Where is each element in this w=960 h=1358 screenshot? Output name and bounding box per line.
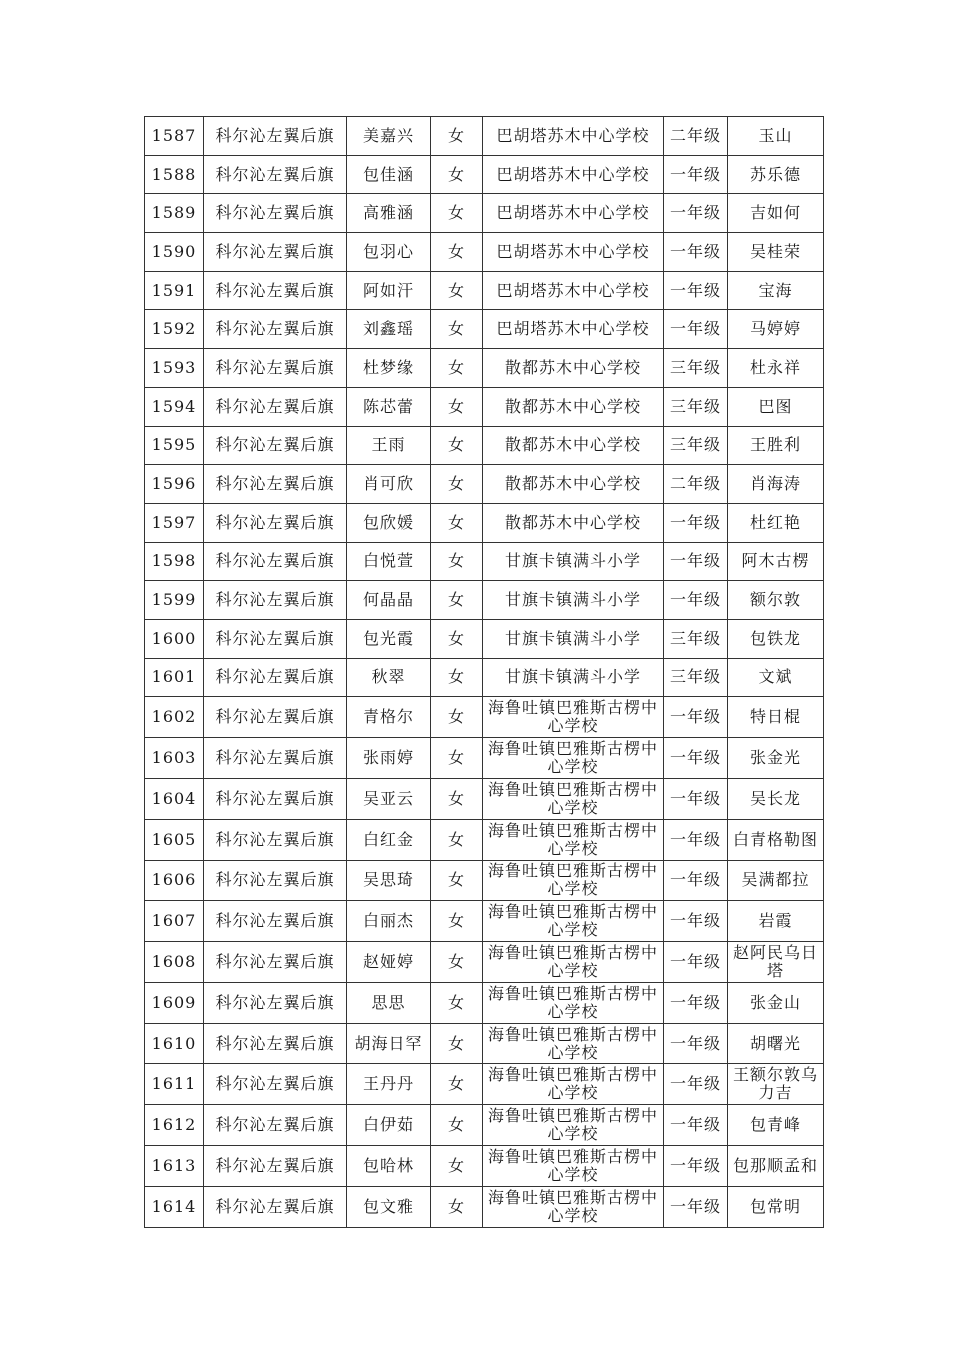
gender-cell: 女 (431, 778, 483, 819)
gender-cell: 女 (431, 1146, 483, 1187)
gender-cell: 女 (431, 697, 483, 738)
school-cell: 海鲁吐镇巴雅斯古楞中心学校 (483, 1064, 664, 1105)
teacher-cell: 宝海 (728, 271, 824, 310)
student-name-cell: 包文雅 (347, 1186, 431, 1227)
school-cell: 海鲁吐镇巴雅斯古楞中心学校 (483, 942, 664, 983)
gender-cell: 女 (431, 860, 483, 901)
grade-cell: 二年级 (664, 117, 728, 156)
region-cell: 科尔沁左翼后旗 (204, 1105, 347, 1146)
serial-number-cell: 1597 (145, 503, 204, 542)
teacher-cell: 包青峰 (728, 1105, 824, 1146)
table-row (145, 426, 824, 465)
school-cell: 海鲁吐镇巴雅斯古楞中心学校 (483, 1146, 664, 1187)
region-cell: 科尔沁左翼后旗 (204, 233, 347, 272)
gender-cell: 女 (431, 942, 483, 983)
region-cell: 科尔沁左翼后旗 (204, 778, 347, 819)
region-cell: 科尔沁左翼后旗 (204, 542, 347, 581)
student-name-cell: 包佳涵 (347, 155, 431, 194)
region-cell: 科尔沁左翼后旗 (204, 1146, 347, 1187)
grade-cell: 三年级 (664, 658, 728, 697)
table-row (145, 860, 824, 901)
table-row (145, 1186, 824, 1227)
teacher-cell: 岩霞 (728, 901, 824, 942)
serial-number-cell: 1595 (145, 426, 204, 465)
serial-number-cell: 1594 (145, 387, 204, 426)
teacher-cell: 玉山 (728, 117, 824, 156)
school-cell: 巴胡塔苏木中心学校 (483, 310, 664, 349)
grade-cell: 一年级 (664, 233, 728, 272)
grade-cell: 一年级 (664, 1105, 728, 1146)
table-row (145, 310, 824, 349)
student-name-cell: 阿如汗 (347, 271, 431, 310)
grade-cell: 一年级 (664, 697, 728, 738)
teacher-cell: 包铁龙 (728, 619, 824, 658)
school-cell: 巴胡塔苏木中心学校 (483, 155, 664, 194)
serial-number-cell: 1611 (145, 1064, 204, 1105)
grade-cell: 一年级 (664, 901, 728, 942)
teacher-cell: 吴满都拉 (728, 860, 824, 901)
region-cell: 科尔沁左翼后旗 (204, 738, 347, 779)
grade-cell: 一年级 (664, 860, 728, 901)
student-name-cell: 陈芯蕾 (347, 387, 431, 426)
serial-number-cell: 1602 (145, 697, 204, 738)
table-row (145, 982, 824, 1023)
gender-cell: 女 (431, 581, 483, 620)
serial-number-cell: 1604 (145, 778, 204, 819)
grade-cell: 三年级 (664, 349, 728, 388)
table-row (145, 778, 824, 819)
table-row (145, 117, 824, 156)
serial-number-cell: 1596 (145, 465, 204, 504)
serial-number-cell: 1593 (145, 349, 204, 388)
teacher-cell: 杜永祥 (728, 349, 824, 388)
table-row (145, 233, 824, 272)
gender-cell: 女 (431, 738, 483, 779)
gender-cell: 女 (431, 982, 483, 1023)
school-cell: 散都苏木中心学校 (483, 465, 664, 504)
region-cell: 科尔沁左翼后旗 (204, 426, 347, 465)
student-name-cell: 思思 (347, 982, 431, 1023)
school-cell: 海鲁吐镇巴雅斯古楞中心学校 (483, 697, 664, 738)
gender-cell: 女 (431, 542, 483, 581)
grade-cell: 一年级 (664, 1023, 728, 1064)
grade-cell: 三年级 (664, 387, 728, 426)
gender-cell: 女 (431, 233, 483, 272)
serial-number-cell: 1610 (145, 1023, 204, 1064)
table-row (145, 738, 824, 779)
table-row (145, 619, 824, 658)
table-row (145, 349, 824, 388)
grade-cell: 三年级 (664, 619, 728, 658)
serial-number-cell: 1609 (145, 982, 204, 1023)
school-cell: 巴胡塔苏木中心学校 (483, 233, 664, 272)
serial-number-cell: 1608 (145, 942, 204, 983)
table-row (145, 1105, 824, 1146)
serial-number-cell: 1612 (145, 1105, 204, 1146)
school-cell: 甘旗卡镇满斗小学 (483, 619, 664, 658)
serial-number-cell: 1605 (145, 819, 204, 860)
region-cell: 科尔沁左翼后旗 (204, 194, 347, 233)
serial-number-cell: 1591 (145, 271, 204, 310)
student-name-cell: 包欣媛 (347, 503, 431, 542)
gender-cell: 女 (431, 658, 483, 697)
student-name-cell: 王丹丹 (347, 1064, 431, 1105)
gender-cell: 女 (431, 387, 483, 426)
school-cell: 海鲁吐镇巴雅斯古楞中心学校 (483, 1023, 664, 1064)
school-cell: 巴胡塔苏木中心学校 (483, 271, 664, 310)
grade-cell: 一年级 (664, 503, 728, 542)
region-cell: 科尔沁左翼后旗 (204, 1064, 347, 1105)
gender-cell: 女 (431, 117, 483, 156)
serial-number-cell: 1613 (145, 1146, 204, 1187)
student-name-cell: 秋翠 (347, 658, 431, 697)
school-cell: 海鲁吐镇巴雅斯古楞中心学校 (483, 1186, 664, 1227)
student-name-cell: 杜梦缘 (347, 349, 431, 388)
gender-cell: 女 (431, 155, 483, 194)
table-row (145, 542, 824, 581)
school-cell: 散都苏木中心学校 (483, 387, 664, 426)
student-name-cell: 包光霞 (347, 619, 431, 658)
gender-cell: 女 (431, 901, 483, 942)
region-cell: 科尔沁左翼后旗 (204, 503, 347, 542)
gender-cell: 女 (431, 349, 483, 388)
teacher-cell: 吴桂荣 (728, 233, 824, 272)
student-name-cell: 青格尔 (347, 697, 431, 738)
student-name-cell: 张雨婷 (347, 738, 431, 779)
school-cell: 海鲁吐镇巴雅斯古楞中心学校 (483, 1105, 664, 1146)
teacher-cell: 杜红艳 (728, 503, 824, 542)
student-name-cell: 白丽杰 (347, 901, 431, 942)
teacher-cell: 额尔敦 (728, 581, 824, 620)
region-cell: 科尔沁左翼后旗 (204, 271, 347, 310)
table-row (145, 581, 824, 620)
table-row (145, 194, 824, 233)
teacher-cell: 文斌 (728, 658, 824, 697)
region-cell: 科尔沁左翼后旗 (204, 658, 347, 697)
teacher-cell: 特日棍 (728, 697, 824, 738)
grade-cell: 一年级 (664, 1186, 728, 1227)
region-cell: 科尔沁左翼后旗 (204, 581, 347, 620)
school-cell: 甘旗卡镇满斗小学 (483, 581, 664, 620)
gender-cell: 女 (431, 819, 483, 860)
serial-number-cell: 1587 (145, 117, 204, 156)
student-name-cell: 赵娅婷 (347, 942, 431, 983)
gender-cell: 女 (431, 503, 483, 542)
grade-cell: 一年级 (664, 1146, 728, 1187)
school-cell: 海鲁吐镇巴雅斯古楞中心学校 (483, 982, 664, 1023)
teacher-cell: 王额尔敦乌力吉 (728, 1064, 824, 1105)
teacher-cell: 吉如何 (728, 194, 824, 233)
student-name-cell: 白伊茹 (347, 1105, 431, 1146)
table-row (145, 942, 824, 983)
serial-number-cell: 1592 (145, 310, 204, 349)
teacher-cell: 阿木古楞 (728, 542, 824, 581)
student-name-cell: 胡海日罕 (347, 1023, 431, 1064)
grade-cell: 二年级 (664, 465, 728, 504)
teacher-cell: 白青格勒图 (728, 819, 824, 860)
student-name-cell: 白红金 (347, 819, 431, 860)
teacher-cell: 张金山 (728, 982, 824, 1023)
teacher-cell: 马婷婷 (728, 310, 824, 349)
grade-cell: 一年级 (664, 778, 728, 819)
student-name-cell: 包羽心 (347, 233, 431, 272)
school-cell: 海鲁吐镇巴雅斯古楞中心学校 (483, 778, 664, 819)
school-cell: 巴胡塔苏木中心学校 (483, 194, 664, 233)
grade-cell: 一年级 (664, 194, 728, 233)
serial-number-cell: 1598 (145, 542, 204, 581)
gender-cell: 女 (431, 1064, 483, 1105)
region-cell: 科尔沁左翼后旗 (204, 310, 347, 349)
student-name-cell: 刘鑫瑶 (347, 310, 431, 349)
region-cell: 科尔沁左翼后旗 (204, 901, 347, 942)
gender-cell: 女 (431, 271, 483, 310)
grade-cell: 一年级 (664, 1064, 728, 1105)
school-cell: 巴胡塔苏木中心学校 (483, 117, 664, 156)
region-cell: 科尔沁左翼后旗 (204, 1023, 347, 1064)
region-cell: 科尔沁左翼后旗 (204, 1186, 347, 1227)
roster-table (144, 116, 824, 1228)
serial-number-cell: 1614 (145, 1186, 204, 1227)
student-name-cell: 高雅涵 (347, 194, 431, 233)
region-cell: 科尔沁左翼后旗 (204, 619, 347, 658)
gender-cell: 女 (431, 310, 483, 349)
table-row (145, 901, 824, 942)
gender-cell: 女 (431, 1186, 483, 1227)
serial-number-cell: 1606 (145, 860, 204, 901)
serial-number-cell: 1588 (145, 155, 204, 194)
school-cell: 海鲁吐镇巴雅斯古楞中心学校 (483, 860, 664, 901)
teacher-cell: 包常明 (728, 1186, 824, 1227)
student-name-cell: 美嘉兴 (347, 117, 431, 156)
student-name-cell: 白悦萱 (347, 542, 431, 581)
table-row (145, 503, 824, 542)
table-row (145, 465, 824, 504)
school-cell: 散都苏木中心学校 (483, 426, 664, 465)
table-row (145, 658, 824, 697)
serial-number-cell: 1600 (145, 619, 204, 658)
teacher-cell: 巴图 (728, 387, 824, 426)
grade-cell: 一年级 (664, 155, 728, 194)
table-row (145, 819, 824, 860)
gender-cell: 女 (431, 426, 483, 465)
serial-number-cell: 1603 (145, 738, 204, 779)
gender-cell: 女 (431, 619, 483, 658)
serial-number-cell: 1590 (145, 233, 204, 272)
region-cell: 科尔沁左翼后旗 (204, 819, 347, 860)
serial-number-cell: 1601 (145, 658, 204, 697)
gender-cell: 女 (431, 1023, 483, 1064)
student-name-cell: 吴思琦 (347, 860, 431, 901)
roster-body (145, 117, 824, 1228)
serial-number-cell: 1589 (145, 194, 204, 233)
grade-cell: 一年级 (664, 982, 728, 1023)
teacher-cell: 肖海涛 (728, 465, 824, 504)
region-cell: 科尔沁左翼后旗 (204, 155, 347, 194)
student-name-cell: 包哈林 (347, 1146, 431, 1187)
grade-cell: 一年级 (664, 271, 728, 310)
grade-cell: 一年级 (664, 581, 728, 620)
region-cell: 科尔沁左翼后旗 (204, 942, 347, 983)
grade-cell: 三年级 (664, 426, 728, 465)
gender-cell: 女 (431, 1105, 483, 1146)
grade-cell: 一年级 (664, 738, 728, 779)
region-cell: 科尔沁左翼后旗 (204, 349, 347, 388)
region-cell: 科尔沁左翼后旗 (204, 387, 347, 426)
table-row (145, 271, 824, 310)
gender-cell: 女 (431, 465, 483, 504)
gender-cell: 女 (431, 194, 483, 233)
student-name-cell: 王雨 (347, 426, 431, 465)
school-cell: 散都苏木中心学校 (483, 349, 664, 388)
table-row (145, 697, 824, 738)
teacher-cell: 赵阿民乌日塔 (728, 942, 824, 983)
teacher-cell: 张金光 (728, 738, 824, 779)
table-row (145, 155, 824, 194)
region-cell: 科尔沁左翼后旗 (204, 697, 347, 738)
serial-number-cell: 1599 (145, 581, 204, 620)
table-row (145, 1023, 824, 1064)
teacher-cell: 王胜利 (728, 426, 824, 465)
school-cell: 海鲁吐镇巴雅斯古楞中心学校 (483, 901, 664, 942)
grade-cell: 一年级 (664, 819, 728, 860)
student-name-cell: 吴亚云 (347, 778, 431, 819)
region-cell: 科尔沁左翼后旗 (204, 982, 347, 1023)
region-cell: 科尔沁左翼后旗 (204, 117, 347, 156)
region-cell: 科尔沁左翼后旗 (204, 465, 347, 504)
grade-cell: 一年级 (664, 542, 728, 581)
table-row (145, 1064, 824, 1105)
school-cell: 甘旗卡镇满斗小学 (483, 658, 664, 697)
teacher-cell: 吴长龙 (728, 778, 824, 819)
school-cell: 海鲁吐镇巴雅斯古楞中心学校 (483, 738, 664, 779)
school-cell: 海鲁吐镇巴雅斯古楞中心学校 (483, 819, 664, 860)
grade-cell: 一年级 (664, 310, 728, 349)
table-row (145, 387, 824, 426)
student-name-cell: 肖可欣 (347, 465, 431, 504)
school-cell: 散都苏木中心学校 (483, 503, 664, 542)
student-name-cell: 何晶晶 (347, 581, 431, 620)
teacher-cell: 胡曙光 (728, 1023, 824, 1064)
table-row (145, 1146, 824, 1187)
teacher-cell: 苏乐德 (728, 155, 824, 194)
serial-number-cell: 1607 (145, 901, 204, 942)
grade-cell: 一年级 (664, 942, 728, 983)
region-cell: 科尔沁左翼后旗 (204, 860, 347, 901)
school-cell: 甘旗卡镇满斗小学 (483, 542, 664, 581)
teacher-cell: 包那顺孟和 (728, 1146, 824, 1187)
